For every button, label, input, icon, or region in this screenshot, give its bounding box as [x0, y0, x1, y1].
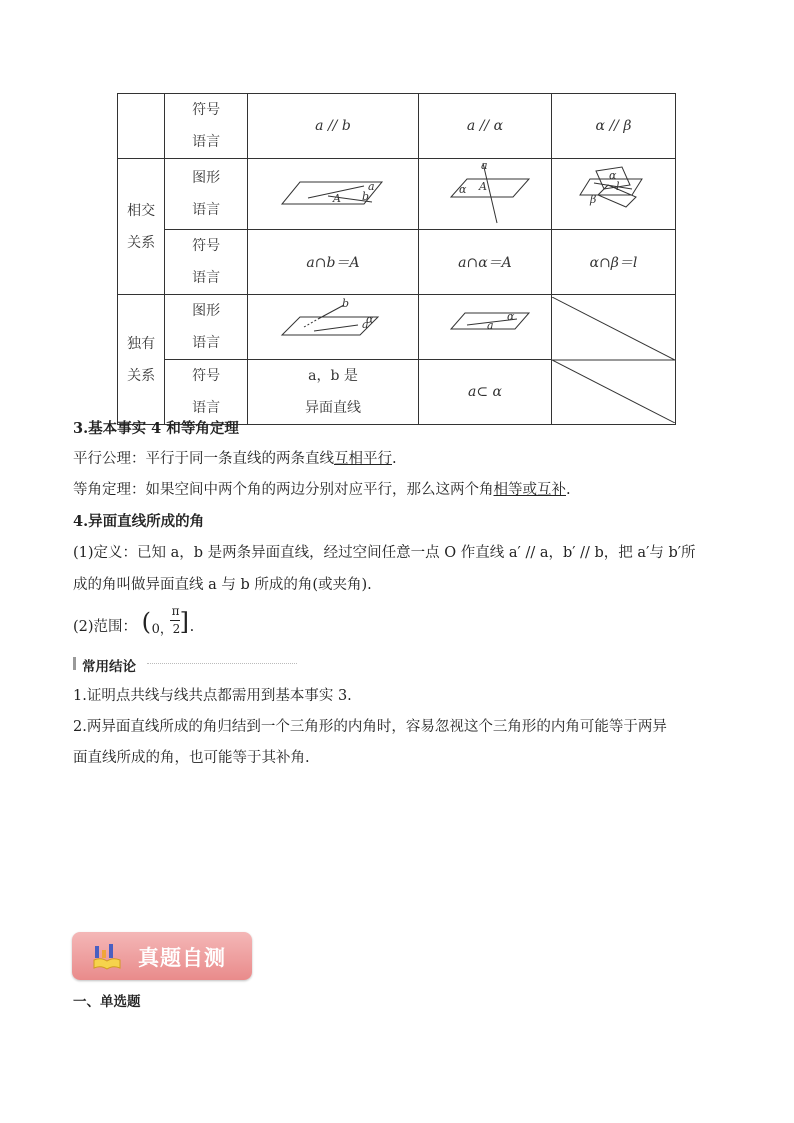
cell-skew-lines-symbol: a，b 是 异面直线 — [247, 360, 418, 425]
cell-line-parallel-line: a // b — [247, 94, 418, 159]
row-label-figure: 图形 语言 — [165, 159, 248, 230]
conclusion-marker — [73, 657, 76, 670]
section4-heading: 4.异面直线所成的角 — [73, 513, 205, 530]
figure-planes-intersect — [551, 159, 675, 230]
cell-empty-diagonal — [551, 295, 675, 425]
row-label-symbol: 符号 语言 — [165, 360, 248, 425]
group-intersect: 相交 关系 — [118, 159, 165, 295]
book-chart-icon — [92, 942, 122, 974]
definition-line-1: (1)定义：已知 a，b 是两条异面直线，经过空间任意一点 O 作直线 a′ // a，b′ // b，把 a′与 b′所 — [73, 545, 696, 561]
label-l: l — [615, 180, 620, 193]
cell-plane-parallel-plane: α // β — [551, 94, 675, 159]
conclusions-divider — [147, 663, 297, 664]
figure-line-in-plane — [418, 295, 551, 360]
relations-table — [117, 93, 676, 425]
conclusion-item-2-line1: 2.两异面直线所成的角归结到一个三角形的内角时，容易忽视这个三角形的内角可能等于两异 — [73, 719, 667, 735]
figure-line-plane-intersect — [418, 159, 551, 230]
group-cell-empty — [118, 94, 165, 159]
row-label-symbol: 符号 语言 — [165, 94, 248, 159]
label-A: A — [478, 180, 487, 193]
range-interval: ( 0， π 2 ] — [141, 604, 190, 637]
range-line: (2)范围： ( 0， π 2 ] . — [73, 612, 194, 642]
conclusion-item-2-line2: 面直线所成的角，也可能等于其补角. — [73, 750, 310, 766]
figure-skew-lines — [247, 295, 418, 360]
label-a: a — [480, 159, 488, 172]
label-A: A — [332, 192, 341, 205]
group-unique: 独有 关系 — [118, 295, 165, 425]
cell-lines-intersect-symbol: a∩b＝A — [247, 230, 418, 295]
parallel-axiom: 平行公理：平行于同一条直线的两条直线互相平行. — [73, 451, 397, 467]
row-label-symbol: 符号 语言 — [165, 230, 248, 295]
label-alpha: α — [365, 313, 374, 326]
label-b: b — [361, 190, 370, 203]
section3-heading: 3.基本事实 4 和等角定理 — [73, 420, 239, 437]
cell-line-parallel-plane: a // α — [418, 94, 551, 159]
label-a: a — [486, 319, 494, 332]
banner-title: 真题自测 — [138, 946, 226, 970]
label-b: b — [341, 297, 350, 310]
label-alpha: α — [608, 169, 617, 182]
definition-line-2: 成的角叫做异面直线 a 与 b 所成的角(或夹角). — [73, 577, 372, 593]
label-beta: β — [589, 193, 597, 206]
figure-lines-intersect — [247, 159, 418, 230]
label-alpha: α — [506, 310, 515, 323]
cell-line-in-plane-symbol: a⊂ α — [418, 360, 551, 425]
section-banner — [72, 932, 252, 980]
conclusion-item-1: 1.证明点共线与线共点都需用到基本事实 3. — [73, 688, 352, 704]
equal-angle-theorem: 等角定理：如果空间中两个角的两边分别对应平行，那么这两个角相等或互补. — [73, 482, 571, 498]
conclusions-title: 常用结论 — [82, 659, 136, 675]
label-a: a — [367, 180, 375, 193]
cell-line-plane-intersect-symbol: a∩α＝A — [418, 230, 551, 295]
exercise-heading: 一、单选题 — [73, 994, 141, 1010]
label-a: a — [361, 318, 369, 331]
label-alpha: α — [458, 183, 467, 196]
row-label-figure: 图形 语言 — [165, 295, 248, 360]
cell-planes-intersect-symbol: α∩β＝l — [551, 230, 675, 295]
